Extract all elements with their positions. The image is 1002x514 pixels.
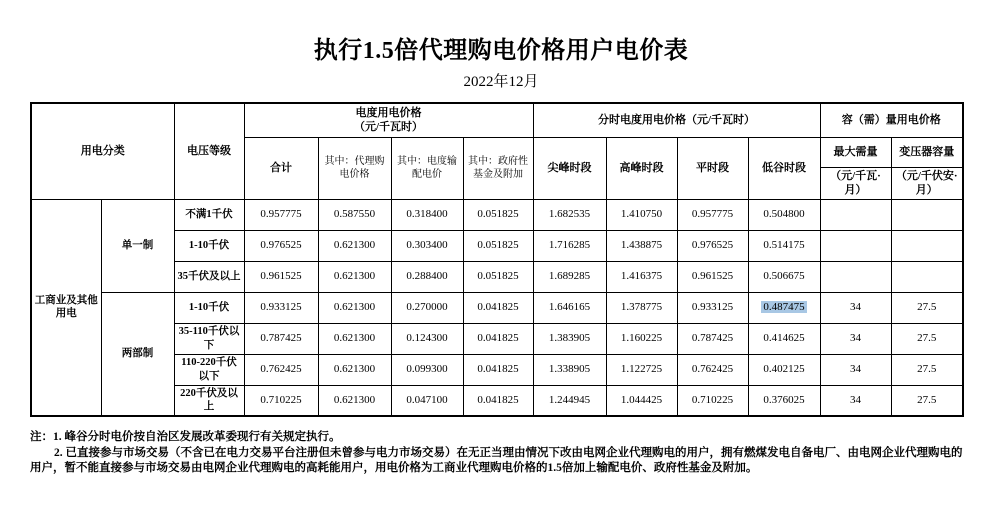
valley-cell: 0.514175 — [748, 230, 820, 261]
page-subtitle: 2022年12月 — [463, 74, 539, 90]
flat-period-cell: 0.762425 — [677, 354, 748, 385]
high-peak-cell: 1.438875 — [606, 230, 677, 261]
agency-price-cell: 0.621300 — [318, 230, 391, 261]
max-demand-cell: 34 — [820, 354, 891, 385]
sharp-peak-cell: 1.716285 — [533, 230, 606, 261]
flat-period-cell: 0.957775 — [677, 199, 748, 230]
max-demand-cell: 34 — [820, 385, 891, 416]
header-valley-period: 低谷时段 — [748, 137, 820, 199]
agency-price-cell: 0.621300 — [318, 354, 391, 385]
transmission-price-cell: 0.099300 — [391, 354, 463, 385]
voltage-cell: 1-10千伏 — [174, 230, 244, 261]
transformer-cell: 27.5 — [891, 354, 963, 385]
electricity-price-table — [30, 102, 964, 417]
sharp-peak-cell: 1.383905 — [533, 323, 606, 354]
total-price-cell: 0.710225 — [244, 385, 318, 416]
table-row — [31, 292, 963, 323]
total-price-cell: 0.976525 — [244, 230, 318, 261]
transformer-cell — [891, 199, 963, 230]
sharp-peak-cell: 1.338905 — [533, 354, 606, 385]
system-cell-two-part: 两部制 — [101, 292, 174, 416]
flat-period-cell: 0.976525 — [677, 230, 748, 261]
total-price-cell: 0.957775 — [244, 199, 318, 230]
header-energy-price-group-title: 电度用电价格 — [355, 106, 422, 119]
sharp-peak-cell: 1.682535 — [533, 199, 606, 230]
header-classification: 用电分类 — [31, 103, 174, 199]
footnotes — [30, 430, 968, 477]
max-demand-cell — [820, 199, 891, 230]
header-agency-purchase-price: 其中：代理购电价格 — [318, 137, 391, 199]
transformer-cell: 27.5 — [891, 323, 963, 354]
flat-period-cell: 0.710225 — [677, 385, 748, 416]
total-price-cell: 0.933125 — [244, 292, 318, 323]
footnote-2: 2. 已直接参与市场交易（不含已在电力交易平台注册但未曾参与电力市场交易）在无正当理由情况下改由电网企业代理购电的用户，拥有燃煤发电自备电厂、由电网企业代理购电的用户，暂不能直接参与市场交易由电网企业代理购电的高耗能用户，用电价格为工商业代理购电价格的1.5倍加上输配电价、政府性基金及附加。 — [30, 446, 963, 474]
agency-price-cell: 0.621300 — [318, 323, 391, 354]
transmission-price-cell: 0.270000 — [391, 292, 463, 323]
agency-price-cell: 0.621300 — [318, 385, 391, 416]
transmission-price-cell: 0.124300 — [391, 323, 463, 354]
selected-value: 0.487475 — [763, 301, 805, 314]
valley-cell: 0.504800 — [748, 199, 820, 230]
header-govt-funds-surcharge: 其中：政府性基金及附加 — [463, 137, 533, 199]
system-cell-single: 单一制 — [101, 199, 174, 292]
flat-period-cell: 0.961525 — [677, 261, 748, 292]
flat-period-cell: 0.933125 — [677, 292, 748, 323]
header-transformer-capacity: 变压器容量 — [891, 137, 963, 167]
max-demand-cell — [820, 261, 891, 292]
govt-funds-cell: 0.051825 — [463, 230, 533, 261]
page-title: 执行1.5倍代理购电价格用户电价表 — [313, 38, 689, 64]
govt-funds-cell: 0.041825 — [463, 385, 533, 416]
voltage-cell: 220千伏及以上 — [174, 385, 244, 416]
high-peak-cell: 1.410750 — [606, 199, 677, 230]
max-demand-cell: 34 — [820, 323, 891, 354]
transformer-cell: 27.5 — [891, 292, 963, 323]
valley-cell: 0.376025 — [748, 385, 820, 416]
sharp-peak-cell: 1.689285 — [533, 261, 606, 292]
transmission-price-cell: 0.303400 — [391, 230, 463, 261]
total-price-cell: 0.762425 — [244, 354, 318, 385]
header-transmission-distribution-price: 其中：电度输配电价 — [391, 137, 463, 199]
header-tou-group: 分时电度用电价格（元/千瓦时） — [533, 103, 820, 137]
header-total: 合计 — [244, 137, 318, 199]
govt-funds-cell: 0.051825 — [463, 261, 533, 292]
high-peak-cell: 1.122725 — [606, 354, 677, 385]
govt-funds-cell: 0.041825 — [463, 323, 533, 354]
header-sharp-peak-period: 尖峰时段 — [533, 137, 606, 199]
header-voltage-level: 电压等级 — [174, 103, 244, 199]
transmission-price-cell: 0.047100 — [391, 385, 463, 416]
header-transformer-capacity-unit: （元/千伏安·月） — [891, 167, 963, 199]
transformer-cell — [891, 230, 963, 261]
max-demand-cell — [820, 230, 891, 261]
transformer-cell — [891, 261, 963, 292]
header-max-demand-unit: （元/千瓦·月） — [820, 167, 891, 199]
voltage-cell: 1-10千伏 — [174, 292, 244, 323]
flat-period-cell: 0.787425 — [677, 323, 748, 354]
sharp-peak-cell: 1.244945 — [533, 385, 606, 416]
transformer-cell: 27.5 — [891, 385, 963, 416]
total-price-cell: 0.961525 — [244, 261, 318, 292]
header-max-demand: 最大需量 — [820, 137, 891, 167]
high-peak-cell: 1.416375 — [606, 261, 677, 292]
sharp-peak-cell: 1.646165 — [533, 292, 606, 323]
agency-price-cell: 0.621300 — [318, 292, 391, 323]
header-energy-price-group-unit: （元/千瓦时） — [353, 121, 424, 134]
voltage-cell: 110-220千伏以下 — [174, 354, 244, 385]
valley-cell: 0.506675 — [748, 261, 820, 292]
header-flat-period: 平时段 — [677, 137, 748, 199]
footnote-1: 注：1. 峰谷分时电价按自治区发展改革委现行有关规定执行。 — [30, 431, 341, 443]
high-peak-cell: 1.378775 — [606, 292, 677, 323]
valley-cell — [748, 292, 820, 323]
agency-price-cell: 0.621300 — [318, 261, 391, 292]
govt-funds-cell: 0.051825 — [463, 199, 533, 230]
govt-funds-cell: 0.041825 — [463, 354, 533, 385]
voltage-cell: 35-110千伏以下 — [174, 323, 244, 354]
header-capacity-group: 容（需）量用电价格 — [820, 103, 963, 137]
table-row — [31, 199, 963, 230]
govt-funds-cell: 0.041825 — [463, 292, 533, 323]
valley-cell: 0.414625 — [748, 323, 820, 354]
category-cell: 工商业及其他用电 — [31, 199, 101, 416]
high-peak-cell: 1.044425 — [606, 385, 677, 416]
total-price-cell: 0.787425 — [244, 323, 318, 354]
agency-price-cell: 0.587550 — [318, 199, 391, 230]
max-demand-cell: 34 — [820, 292, 891, 323]
high-peak-cell: 1.160225 — [606, 323, 677, 354]
transmission-price-cell: 0.318400 — [391, 199, 463, 230]
transmission-price-cell: 0.288400 — [391, 261, 463, 292]
header-energy-price-group — [244, 103, 533, 137]
valley-cell: 0.402125 — [748, 354, 820, 385]
header-high-peak-period: 高峰时段 — [606, 137, 677, 199]
voltage-cell: 不满1千伏 — [174, 199, 244, 230]
voltage-cell: 35千伏及以上 — [174, 261, 244, 292]
